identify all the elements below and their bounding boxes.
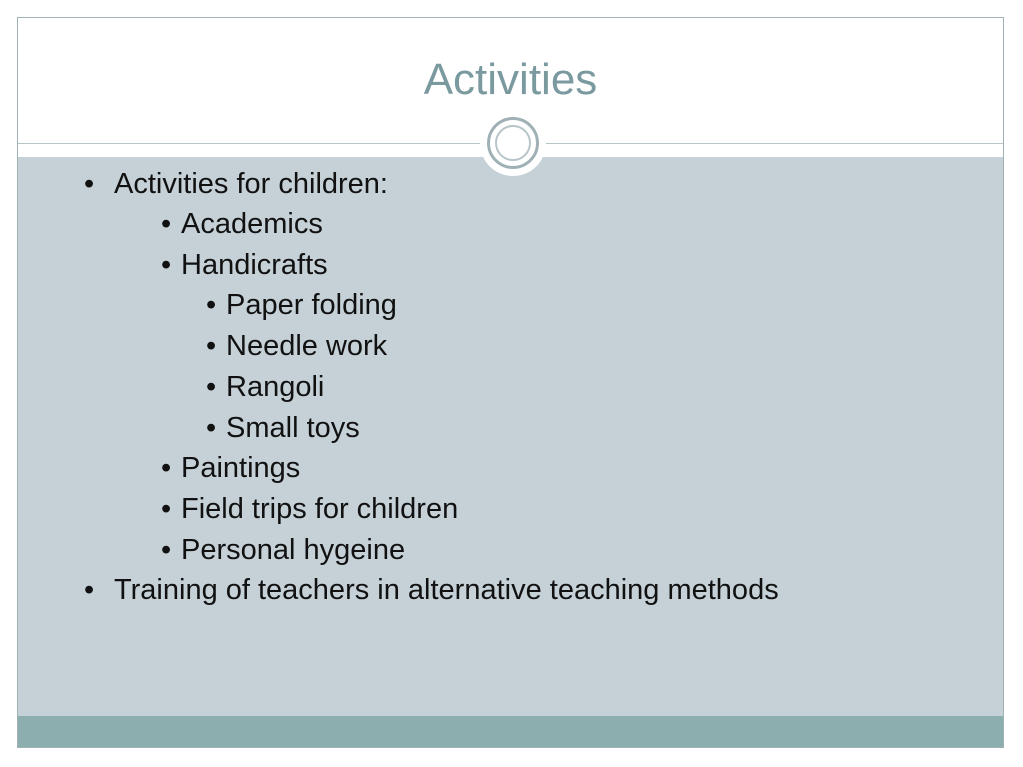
- list-item: [206, 367, 324, 407]
- list-item: [161, 489, 458, 529]
- bullet-icon: •: [206, 412, 217, 444]
- bullet-icon: •: [161, 534, 172, 566]
- list-item: [84, 164, 388, 204]
- list-item-text: Handicrafts: [181, 249, 328, 281]
- list-item: [161, 530, 405, 570]
- bullet-icon: •: [161, 249, 172, 281]
- bullet-icon: •: [161, 452, 172, 484]
- bullet-icon: •: [161, 493, 172, 525]
- list-item-text: Paper folding: [226, 289, 397, 321]
- list-item-text: Small toys: [226, 412, 360, 444]
- list-item: [206, 408, 360, 448]
- bullet-icon: •: [84, 574, 95, 606]
- slide-title: Activities: [423, 55, 598, 104]
- bullet-icon: •: [206, 371, 217, 403]
- list-item-text: Rangoli: [226, 371, 325, 403]
- list-item: [84, 570, 779, 610]
- list-item: [206, 326, 387, 366]
- circle-ornament-icon: [487, 117, 539, 169]
- list-item-text: Paintings: [181, 452, 301, 484]
- footer-bar: [18, 716, 1003, 748]
- bullet-icon: •: [84, 168, 95, 200]
- list-item: [161, 204, 323, 244]
- list-item: [161, 448, 300, 488]
- slide: [17, 17, 1004, 748]
- list-item-text: Academics: [181, 208, 323, 240]
- list-item-text: Personal hygeine: [181, 534, 406, 566]
- list-item: [161, 245, 328, 285]
- bullet-icon: •: [161, 208, 172, 240]
- list-item-text: Activities for children:: [114, 168, 388, 200]
- list-item-text: Training of teachers in alternative teaching methods: [114, 574, 779, 606]
- bullet-icon: •: [206, 330, 217, 362]
- bullet-icon: •: [206, 289, 217, 321]
- list-item-text: Needle work: [226, 330, 388, 362]
- inner-ring-icon: [495, 125, 531, 161]
- list-item-text: Field trips for children: [181, 493, 459, 525]
- list-item: [206, 285, 397, 325]
